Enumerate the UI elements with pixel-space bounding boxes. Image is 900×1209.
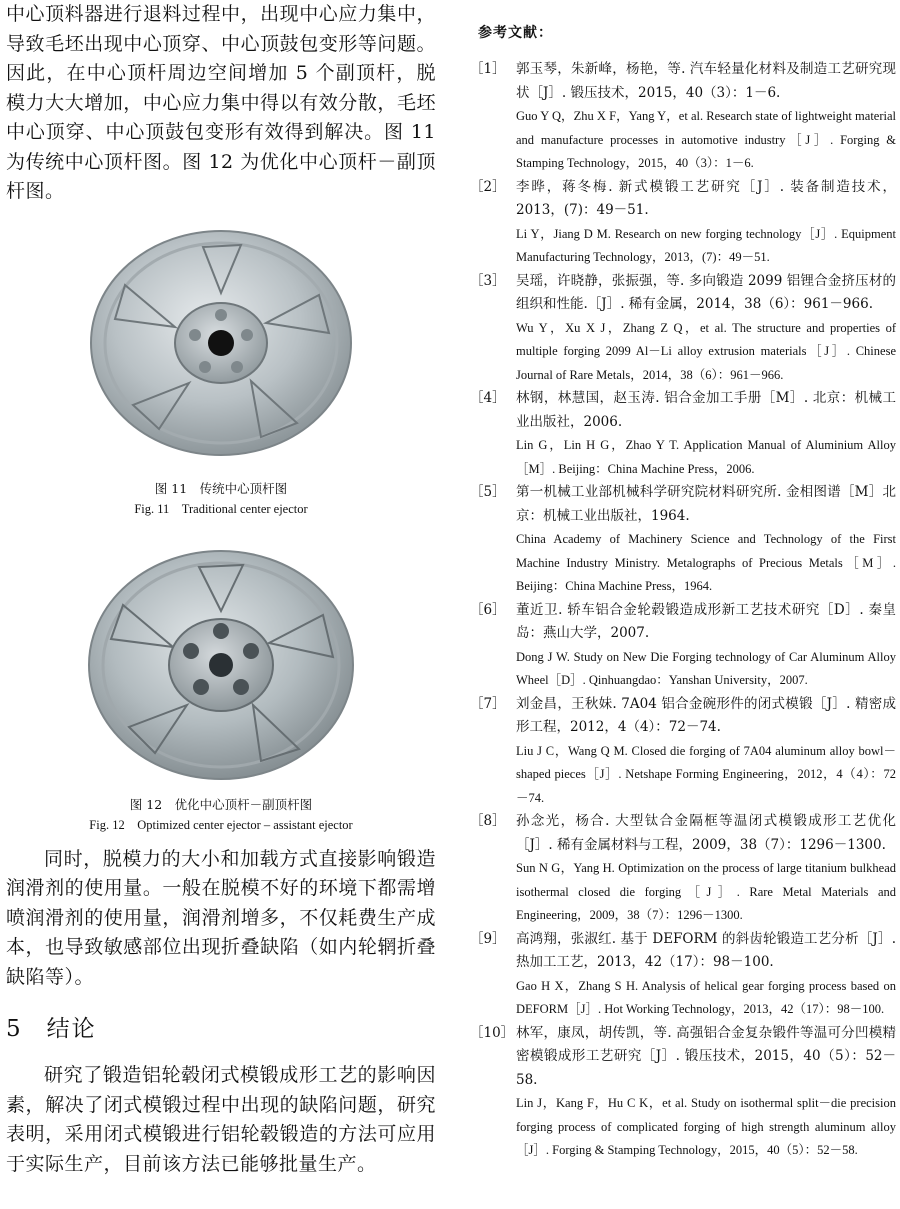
reference-body: [516, 1022, 896, 1163]
reference-body: [516, 58, 896, 176]
reference-body: [516, 693, 896, 811]
reference-english: Sun N G，Yang H. Optimization on the process of large titanium bulkhead isothermal closed die forging［J］. Rare Metal Materials and Engineering，2009，38（7）：1296－1300.: [516, 861, 896, 922]
section-title: 结论: [46, 1016, 97, 1042]
reference-number: ［3］: [470, 272, 506, 289]
reference-english: Liu J C，Wang Q M. Closed die forging of 7A04 aluminum alloy bowl－shaped pieces［J］. Netshape Forming Engineering，2012，4（4）：72－74.: [516, 743, 896, 805]
section-heading: [6, 1010, 436, 1043]
left-column: [6, 0, 436, 1179]
references-column: [470, 0, 896, 1163]
reference-number: ［2］: [470, 178, 506, 195]
reference-item: [470, 176, 896, 270]
references-title: 参考文献：: [478, 25, 553, 41]
reference-item: [470, 270, 896, 388]
reference-number: ［6］: [470, 601, 506, 618]
reference-number: ［5］: [470, 484, 506, 500]
figure-12: [71, 545, 371, 835]
reference-chinese: 林军，康凤，胡传凯，等. 高强铝合金复杂锻件等温可分凹模精密模锻成形工艺研究［J］. 锻压技术，2015，40（5）：52－58.: [516, 1024, 896, 1088]
reference-number: ［10］: [470, 1024, 515, 1041]
reference-body: [516, 481, 896, 599]
reference-item: [470, 387, 896, 481]
reference-item: [470, 599, 896, 693]
reference-body: [516, 387, 896, 481]
reference-number: ［9］: [470, 930, 506, 947]
figure-11-caption-en: Fig. 11 Traditional center ejector: [134, 501, 308, 516]
reference-item: [470, 810, 896, 928]
reference-chinese: 吴瑶，许晓静，张振强，等. 多向锻造 2099 铝锂合金挤压材的组织和性能.［J］. 稀有金属，2014，38（6）：961－966.: [516, 272, 896, 312]
reference-list: [470, 58, 896, 1163]
reference-chinese: 李晔，蒋冬梅. 新式模锻工艺研究［J］. 装备制造技术，2013，(7)：49－51.: [516, 178, 896, 218]
reference-chinese: 孙念光，杨合. 大型钛合金隔框等温闭式模锻成形工艺优化［J］. 稀有金属材料与工程，2009，38（7）：1296－1300.: [516, 813, 896, 853]
reference-number: ［1］: [470, 61, 506, 77]
reference-english: Gao H X，Zhang S H. Analysis of helical gear forging process based on DEFORM［J］. Hot Working Technology，2013，42（17）：98－100.: [516, 978, 896, 1016]
reference-item: [470, 928, 896, 1022]
reference-chinese: 刘金昌，王秋妹. 7A04 铝合金碗形件的闭式模锻［J］. 精密成形工程，2012，4（4）：72－74.: [516, 695, 896, 735]
reference-chinese: 高鸿翔，张淑红. 基于 DEFORM 的斜齿轮锻造工艺分析［J］. 热加工工艺，2013，42（17）：98－100.: [516, 930, 896, 970]
body-paragraph-1: 中心顶料器进行退料过程中，出现中心应力集中，导致毛坯出现中心顶穿、中心顶鼓包变形等问题。因此，在中心顶杆周边空间增加 5 个副顶杆，脱模力大大增加，中心应力集中得以有效分散，毛坯中心顶穿、中心顶鼓包变形有效得到解决。图 11 为传统中心顶杆图。图 12 为优化中心顶杆－副顶杆图。: [6, 3, 436, 202]
reference-item: [470, 481, 896, 599]
reference-english: Lin G，Lin H G，Zhao Y T. Application Manual of Aluminium Alloy［M］. Beijing：China Machine Press，2006.: [516, 438, 896, 476]
reference-number: ［4］: [470, 390, 506, 406]
reference-body: [516, 599, 896, 693]
section-number: 5: [6, 1016, 23, 1042]
reference-item: [470, 1022, 896, 1163]
body-paragraph-2: 同时，脱模力的大小和加载方式直接影响锻造润滑剂的使用量。一般在脱模不好的环境下都需增喷润滑剂的使用量，润滑剂增多，不仅耗费生产成本，也导致敏感部位出现折叠缺陷（如内轮辋折叠缺陷等）。: [6, 847, 436, 988]
reference-english: Guo Y Q，Zhu X F，Yang Y，et al. Research state of lightweight material and manufacture processes in automotive industry［J］. Forging & Stamping Technology，2015，40（3）：1－6.: [516, 109, 896, 170]
figure-11: [71, 223, 371, 519]
reference-english: China Academy of Machinery Science and Technology of the First Machine Industry Ministry. Metalographs of Precious Metals［M］. Beijing：China Machine Press，1964.: [516, 532, 896, 593]
reference-chinese: 林钢，林慧国，赵玉涛. 铝合金加工手册［M］. 北京：机械工业出版社，2006.: [516, 390, 896, 430]
figure-11-caption-zh: 图 11 传统中心顶杆图: [154, 480, 288, 496]
body-paragraph-3: 研究了锻造铝轮毂闭式模锻成形工艺的影响因素，解决了闭式模锻过程中出现的缺陷问题，研究表明，采用闭式模锻进行铝轮毂锻造的方法可应用于实际生产，目前该方法已能够批量生产。: [6, 1064, 436, 1175]
reference-body: [516, 270, 896, 388]
reference-english: Dong J W. Study on New Die Forging technology of Car Aluminum Alloy Wheel［D］. Qinhuangdao：Yanshan University，2007.: [516, 649, 896, 687]
wheel-photo-traditional: [71, 223, 371, 463]
reference-english: Li Y，Jiang D M. Research on new forging technology［J］. Equipment Manufacturing Technology，2013，(7)：49－51.: [516, 226, 896, 264]
figure-12-caption-zh: 图 12 优化中心顶杆－副顶杆图: [129, 796, 313, 812]
figure-12-caption-en: Fig. 12 Optimized center ejector – assistant ejector: [89, 817, 353, 832]
reference-body: [516, 928, 896, 1022]
reference-chinese: 郭玉琴，朱新峰，杨艳，等. 汽车轻量化材料及制造工艺研究现状［J］. 锻压技术，2015，40（3）：1－6.: [516, 61, 896, 101]
reference-number: ［8］: [470, 813, 506, 829]
reference-item: [470, 58, 896, 176]
reference-english: Lin J，Kang F，Hu C K，et al. Study on isothermal split－die precision forging process of complicated forging of high strength aluminum alloy［J］. Forging & Stamping Technology，2015，40（5）：52－58.: [516, 1096, 896, 1157]
reference-number: ［7］: [470, 695, 506, 712]
wheel-photo-optimized: [71, 545, 371, 785]
reference-body: [516, 810, 896, 928]
reference-body: [516, 176, 896, 270]
reference-chinese: 第一机械工业部机械科学研究院材料研究所. 金相图谱［M］北京：机械工业出版社，1964.: [516, 484, 896, 524]
reference-chinese: 董近卫. 轿车铝合金轮毂锻造成形新工艺技术研究［D］. 秦皇岛：燕山大学，2007.: [516, 601, 896, 641]
reference-item: [470, 693, 896, 811]
reference-english: Wu Y，Xu X J，Zhang Z Q，et al. The structure and properties of multiple forging 2099 Al－Li alloy extrusion materials［J］. Chinese Journal of Rare Metals，2014，38（6）：961－966.: [516, 320, 896, 382]
